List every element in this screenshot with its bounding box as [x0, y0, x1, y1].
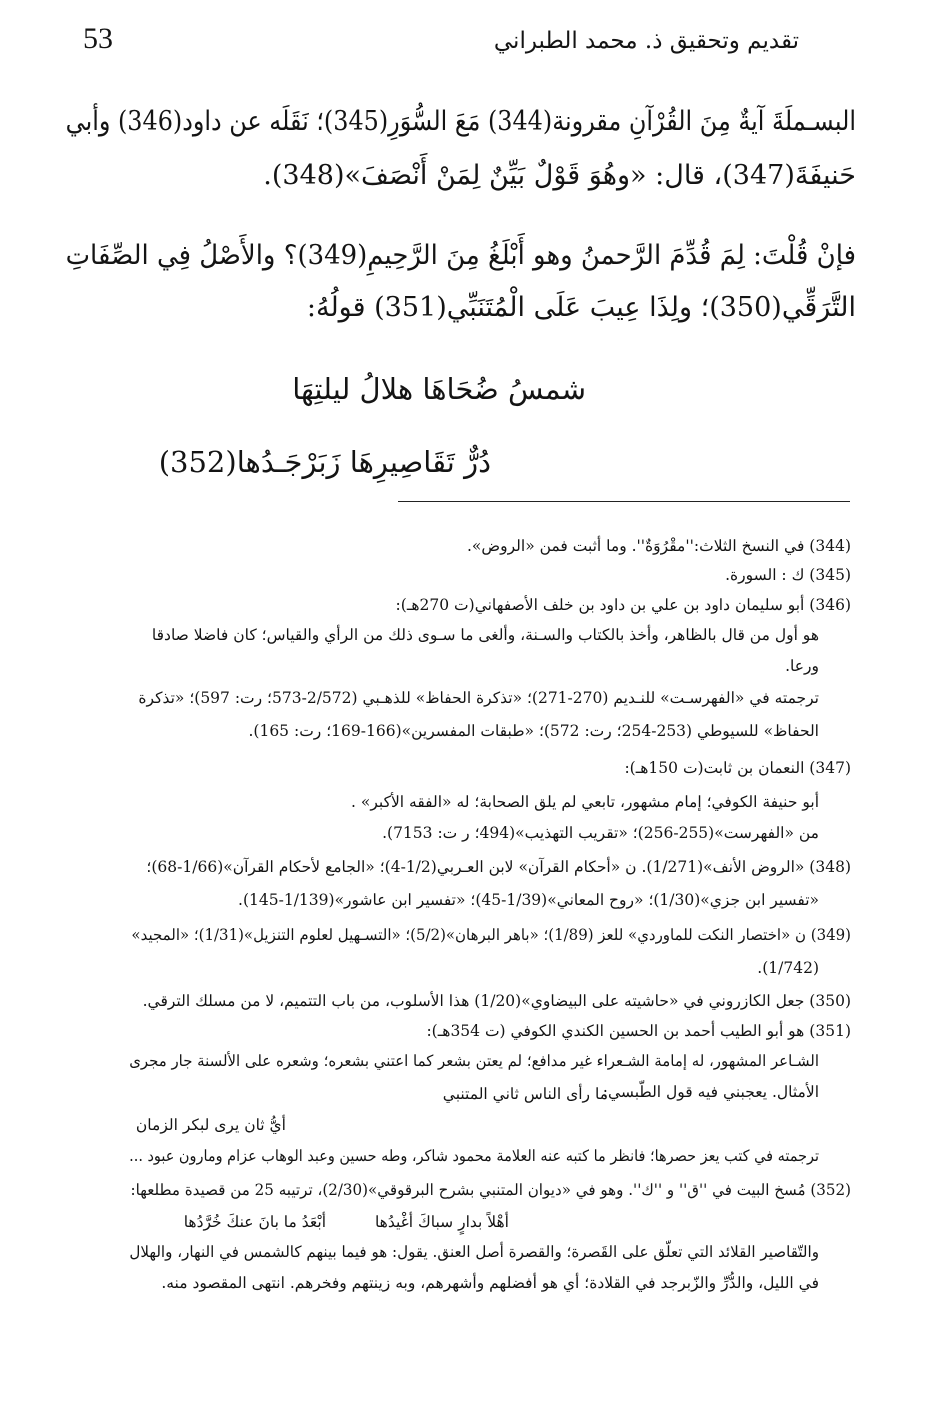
footnote-line: (1/742).: [757, 959, 819, 977]
footnote-line: أبو حنيفة الكوفي؛ إمام مشهور، تابعي لم يلق الصحابة؛ له «الفقه الأكبر» .: [351, 793, 819, 811]
poem-hemistich: أهْلاً بدارٍ سباكَ أغْيدُها: [374, 1213, 509, 1231]
footnote-line: (348) «الروض الأنف»(1/271). ن «أحكام القرآن» لابن العـربي(1/2-4)؛ «الجامع لأحكام القرآن»(1/66-68)؛: [146, 858, 851, 876]
footnote-line: (345) ك : السورة.: [725, 566, 851, 584]
page-number: 53: [83, 22, 113, 55]
main-text-line: البسـملَةَ آيةٌ مِنَ القُرْآنِ مقرونة(344) مَعَ السُّوَرِ(345)؛ نَقَلَه عن داود(346) وأبي: [65, 106, 856, 137]
footnote-line: (344) في النسخ الثلاث:''مقْرُوَةٌ''. وما أثبت فمن «الروض».: [467, 537, 851, 555]
footnote-line: في الليل، والدُّرِّ والزّبرجد في القلادة؛ أي هو أفضلهم وأشهرهم، وبه زينتهم وفخرهم. انتهى المقصود منه.: [161, 1274, 819, 1292]
footnote-line: (352) مُسخ البيت في ''ق'' و ''ك''. وهو في «ديوان المتنبي بشرح البرقوقي»(2/30)، ترتيبه 25 من قصيدة مطلعها:: [130, 1181, 851, 1199]
running-header: تقديم وتحقيق ذ. محمد الطبراني: [493, 28, 799, 54]
footnote-line: من «الفهرست»(255-256)؛ «تقريب التهذيب»(494؛ ر ت: 7153).: [382, 824, 819, 842]
footnote-line: هو أول من قال بالظاهر، وأخذ بالكتاب والسـنة، وألغى ما سـوى ذلك من الرأي والقياس؛ كان فاضلا صادقا: [151, 626, 819, 644]
footnote-line: الشـاعر المشهور، له إمامة الشـعراء غير مدافع؛ لم يعتن بشعر كما اعتني بشعره؛ وشعره على الألسنة جار مجرى: [129, 1052, 820, 1070]
main-text-line: التَّرَقِّي(350)؛ ولِذَا عِيبَ عَلَى الْمُتَنَبِّي(351) قولُهُ:: [306, 292, 856, 323]
footnote-line: الحفاظ» للسيوطي (253-254؛ رت: 572)؛ «طبقات المفسرين»(166-169؛ رت: 165).: [248, 722, 819, 740]
main-text-line: فإنْ قُلْتَ: لِمَ قُدِّمَ الرَّحمنُ وهو أَبْلَغُ مِنَ الرَّحِيمِ(349)؟ والأَصْلُ فِي الصِّفَاتِ: [65, 240, 856, 271]
verse-line-1: شمسُ ضُحَاهَا هلالُ ليلتِهَا: [292, 372, 586, 406]
poem-hemistich: ما رأى الناس ثاني المتنبي: [442, 1085, 608, 1103]
footnote-line: ورعا.: [785, 657, 819, 675]
footnote-line: (346) أبو سليمان داود بن علي بن داود بن خلف الأصفهاني(ت 270هـ):: [395, 596, 851, 614]
footnote-line: ترجمته في «الفهرسـت» للنـديم (270-271)؛ «تذكرة الحفاظ» للذهـبي (2/572-573؛ رت: 597)؛ «تذكرة: [138, 689, 819, 707]
footnote-line: «تفسير ابن جزي»(1/30)؛ «روح المعاني»(1/39-45)؛ «تفسير ابن عاشور»(1/139-145).: [238, 891, 819, 909]
footnote-line: (350) جعل الكازروني في «حاشيته على البيضاوي»(1/20) هذا الأسلوب، من باب التتميم، لا من مسلك الترقي.: [142, 992, 851, 1010]
footnote-line: والتّقاصير القلائد التي تعلّق على القَصرة؛ والقصرة أصل العنق. يقول: هو فيما بينهم كالشمس في النهار، والهلال: [129, 1243, 819, 1261]
footnote-line: (349) ن «اختصار النكت للماوردي» للعز (1/89)؛ «باهر البرهان»(5/2)؛ «التسـهيل لعلوم التنزيل»(1/31)؛ «المجيد»: [131, 926, 851, 944]
poem-hemistich: أيُّ ثان يرى لبكر الزمان: [135, 1116, 286, 1134]
footnote-line: (347) النعمان بن ثابت(ت 150هـ):: [624, 759, 851, 777]
footnote-line: (351) هو أبو الطيب أحمد بن الحسين الكندي الكوفي (ت 354هـ):: [426, 1022, 851, 1040]
poem-hemistich: أبْعَدُ ما بانَ عنكَ خُرَّدُها: [183, 1213, 326, 1231]
footnote-divider: [398, 501, 850, 502]
main-text-line: حَنيفَةَ(347)، قال: «وهُوَ قَوْلٌ بَيِّنٌ لِمَنْ أَنْصَفَ»(348).: [263, 160, 856, 191]
verse-line-2: دُرٌّ تَقَاصِيرِهَا زَبَرْجَـدُها(352): [158, 445, 491, 479]
footnote-line: الأمثال. يعجبني فيه قول الطّبسي:: [602, 1083, 819, 1101]
footnote-line: ترجمته في كتب يعز حصرها؛ فانظر ما كتبه عنه العلامة محمود شاكر، وطه حسين وعبد الوهاب عزام ومارون عبود ...: [129, 1147, 819, 1165]
